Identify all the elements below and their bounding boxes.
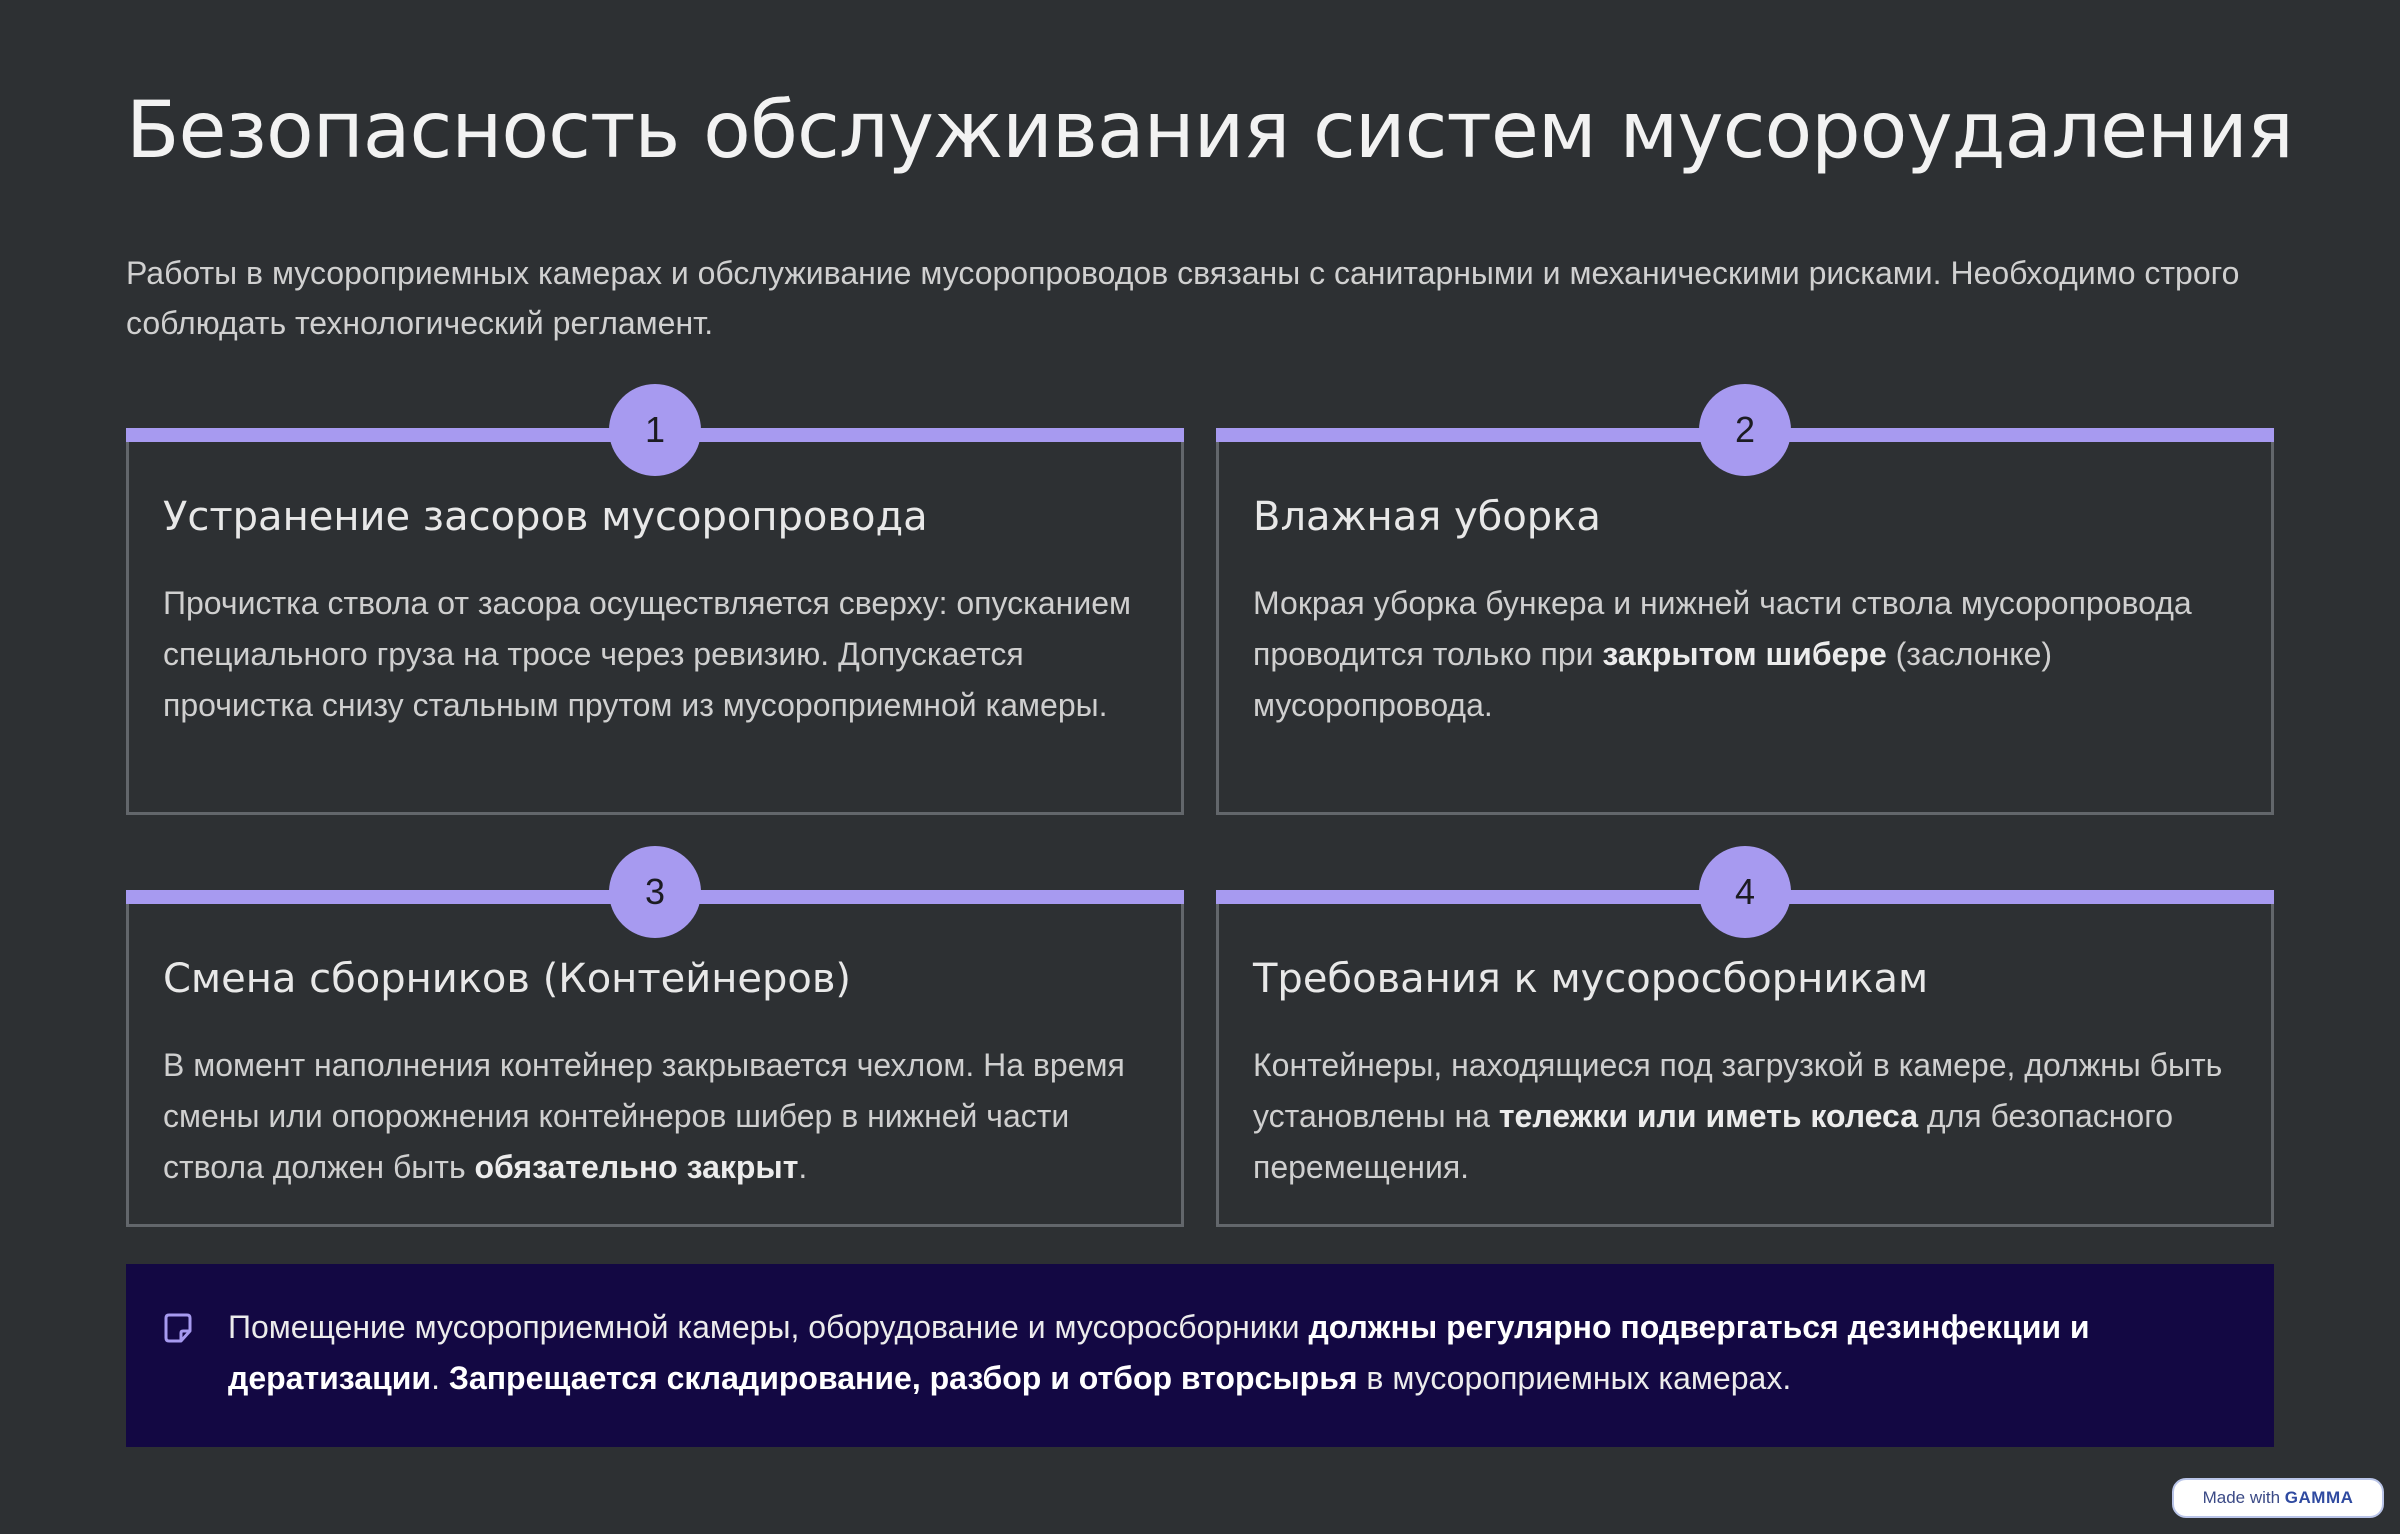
- gamma-logo: GAMMA: [2284, 1488, 2354, 1507]
- card-collector-requirements: [1216, 871, 2274, 1227]
- card-text: Контейнеры, находящиеся под загрузкой в камере, должны быть установлены на тележки или иметь колеса для безопасного перемещения.: [1253, 1047, 2223, 1185]
- intro-text: Работы в мусороприемных камерах и обслуживание мусоропроводов связаны с санитарными и механическими рисками. Необходимо строго соблюдать технологический регламент.: [126, 255, 2240, 341]
- note-callout: [126, 1264, 2274, 1447]
- page-title: Безопасность обслуживания систем мусороудаления: [126, 86, 2293, 176]
- step-number-badge: 2: [1699, 384, 1791, 476]
- note-icon: [162, 1312, 194, 1344]
- step-number-badge: 4: [1699, 846, 1791, 938]
- card-container-change: [126, 871, 1184, 1227]
- card-text-emphasis: закрытом шибере: [1602, 636, 1887, 672]
- step-number-badge: 1: [609, 384, 701, 476]
- card-text: В момент наполнения контейнер закрывается чехлом. На время смены или опорожнения контейнеров шибер в нижней части ствола должен быть обязательно закрыт.: [163, 1047, 1125, 1185]
- card-title: Влажная уборка: [1253, 494, 1601, 540]
- card-title: Требования к мусоросборникам: [1253, 956, 1929, 1002]
- made-with-gamma-badge[interactable]: Made with GAMMA: [2172, 1478, 2384, 1518]
- card-text: Мокрая уборка бункера и нижней части ствола мусоропровода проводится только при закрытом шибере (заслонке) мусоропровода.: [1253, 585, 2192, 723]
- card-text-emphasis: обязательно закрыт: [474, 1149, 799, 1185]
- card-text: Прочистка ствола от засора осуществляется сверху: опусканием специального груза на тросе через ревизию. Допускается прочистка снизу стальным прутом из мусороприемной камеры.: [163, 585, 1131, 723]
- step-number-badge: 3: [609, 846, 701, 938]
- card-text-emphasis: тележки или иметь колеса: [1498, 1098, 1918, 1134]
- note-text: Помещение мусороприемной камеры, оборудование и мусоросборники должны регулярно подвергаться дезинфекции и дератизации. Запрещается складирование, разбор и отбор вторсырья в мусороприемных камерах.: [228, 1309, 2090, 1396]
- card-title: Устранение засоров мусоропровода: [163, 494, 928, 540]
- card-blockage-removal: [126, 409, 1184, 815]
- card-wet-cleaning: [1216, 409, 2274, 815]
- card-title: Смена сборников (Контейнеров): [163, 956, 852, 1002]
